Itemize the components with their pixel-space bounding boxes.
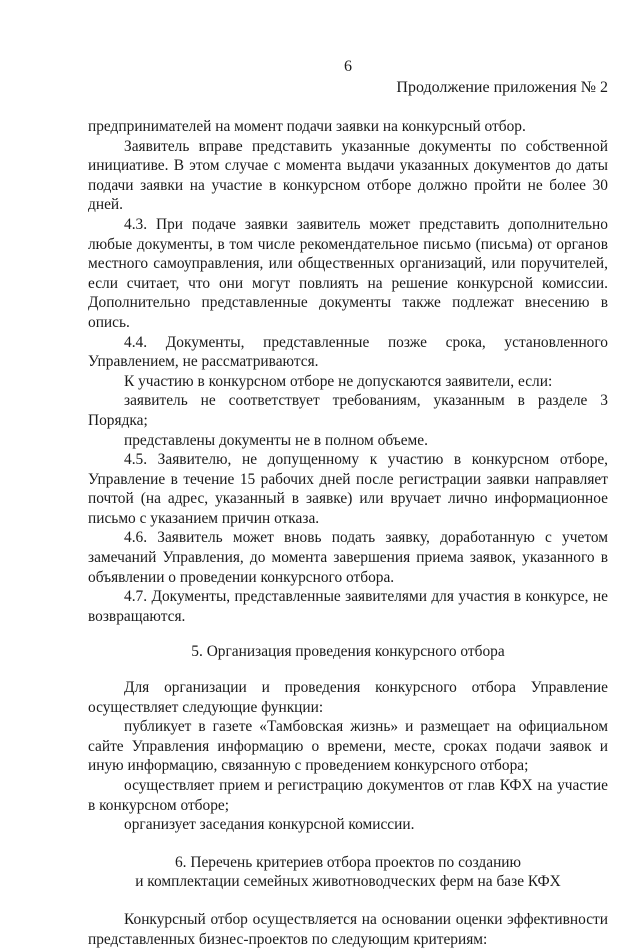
section-6-title-line-1: 6. Перечень критериев отбора проектов по созданию xyxy=(174,853,522,871)
list-item: заявитель не соответствует требованиям, указанным в разделе 3 Порядка; xyxy=(88,392,608,429)
list-item: представлены документы не в полном объеме. xyxy=(124,431,428,449)
paragraph: Заявитель вправе представить указанные документы по собственной инициативе. В этом случае с момента выдачи указанных документов до даты подачи заявки на участие в конкурсном отборе должно пройти не более 30 дней. xyxy=(88,137,608,214)
list-item: публикует в газете «Тамбовская жизнь» и размещает на официальном сайте Управления информацию о времени, месте, сроках подачи заявок и иную информацию, связанную с проведением конкурсного отбора; xyxy=(88,718,608,775)
paragraph-4-7: 4.7. Документы, представленные заявителями для участия в конкурсе, не возвращаются. xyxy=(88,588,608,625)
section-5-title: 5. Организация проведения конкурсного отбора xyxy=(191,643,505,661)
document-body xyxy=(88,117,608,949)
paragraph: К участию в конкурсном отборе не допускаются заявители, если: xyxy=(124,372,553,390)
paragraph-4-3: 4.3. При подаче заявки заявитель может представить дополнительно любые документы, в том числе рекомендательное письмо (письма) от органов местного самоуправления, или общественных организаций, или поручителей, если считает, что они могут повлиять на решение конкурсной комиссии. Дополнительно представленные документы также подлежат внесению в опись. xyxy=(88,215,608,331)
paragraph: Для организации и проведения конкурсного отбора Управление осуществляет следующие функции: xyxy=(88,679,608,716)
list-item: организует заседания конкурсной комиссии. xyxy=(124,816,415,834)
appendix-continuation-label: Продолжение приложения № 2 xyxy=(396,79,608,96)
paragraph-4-4: 4.4. Документы, представленные позже срока, установленного Управлением, не рассматриваются. xyxy=(88,333,608,371)
section-6-title-line-2: и комплектации семейных животноводческих ферм на базе КФХ xyxy=(135,873,561,891)
section-6-title xyxy=(88,853,608,892)
paragraph: предпринимателей на момент подачи заявки на конкурсный отбор. xyxy=(88,118,526,135)
page-number: 6 xyxy=(344,58,352,75)
paragraph-4-6: 4.6. Заявитель может вновь подать заявку, доработанную с учетом замечаний Управления, до момента завершения приема заявок, указанного в объявлении о проведении конкурсного отбора. xyxy=(88,529,608,586)
list-item: осуществляет прием и регистрацию документов от глав КФХ на участие в конкурсном отборе; xyxy=(88,777,608,814)
paragraph-4-5: 4.5. Заявителю, не допущенному к участию в конкурсном отборе, Управление в течение 15 рабочих дней после регистрации заявки направляет почтой (на адрес, указанный в заявке) или вручает лично информационное письмо с указанием причин отказа. xyxy=(88,451,608,527)
paragraph: Конкурсный отбор осуществляется на основании оценки эффективности представленных бизнес-проектов по следующим критериям: xyxy=(88,910,608,948)
